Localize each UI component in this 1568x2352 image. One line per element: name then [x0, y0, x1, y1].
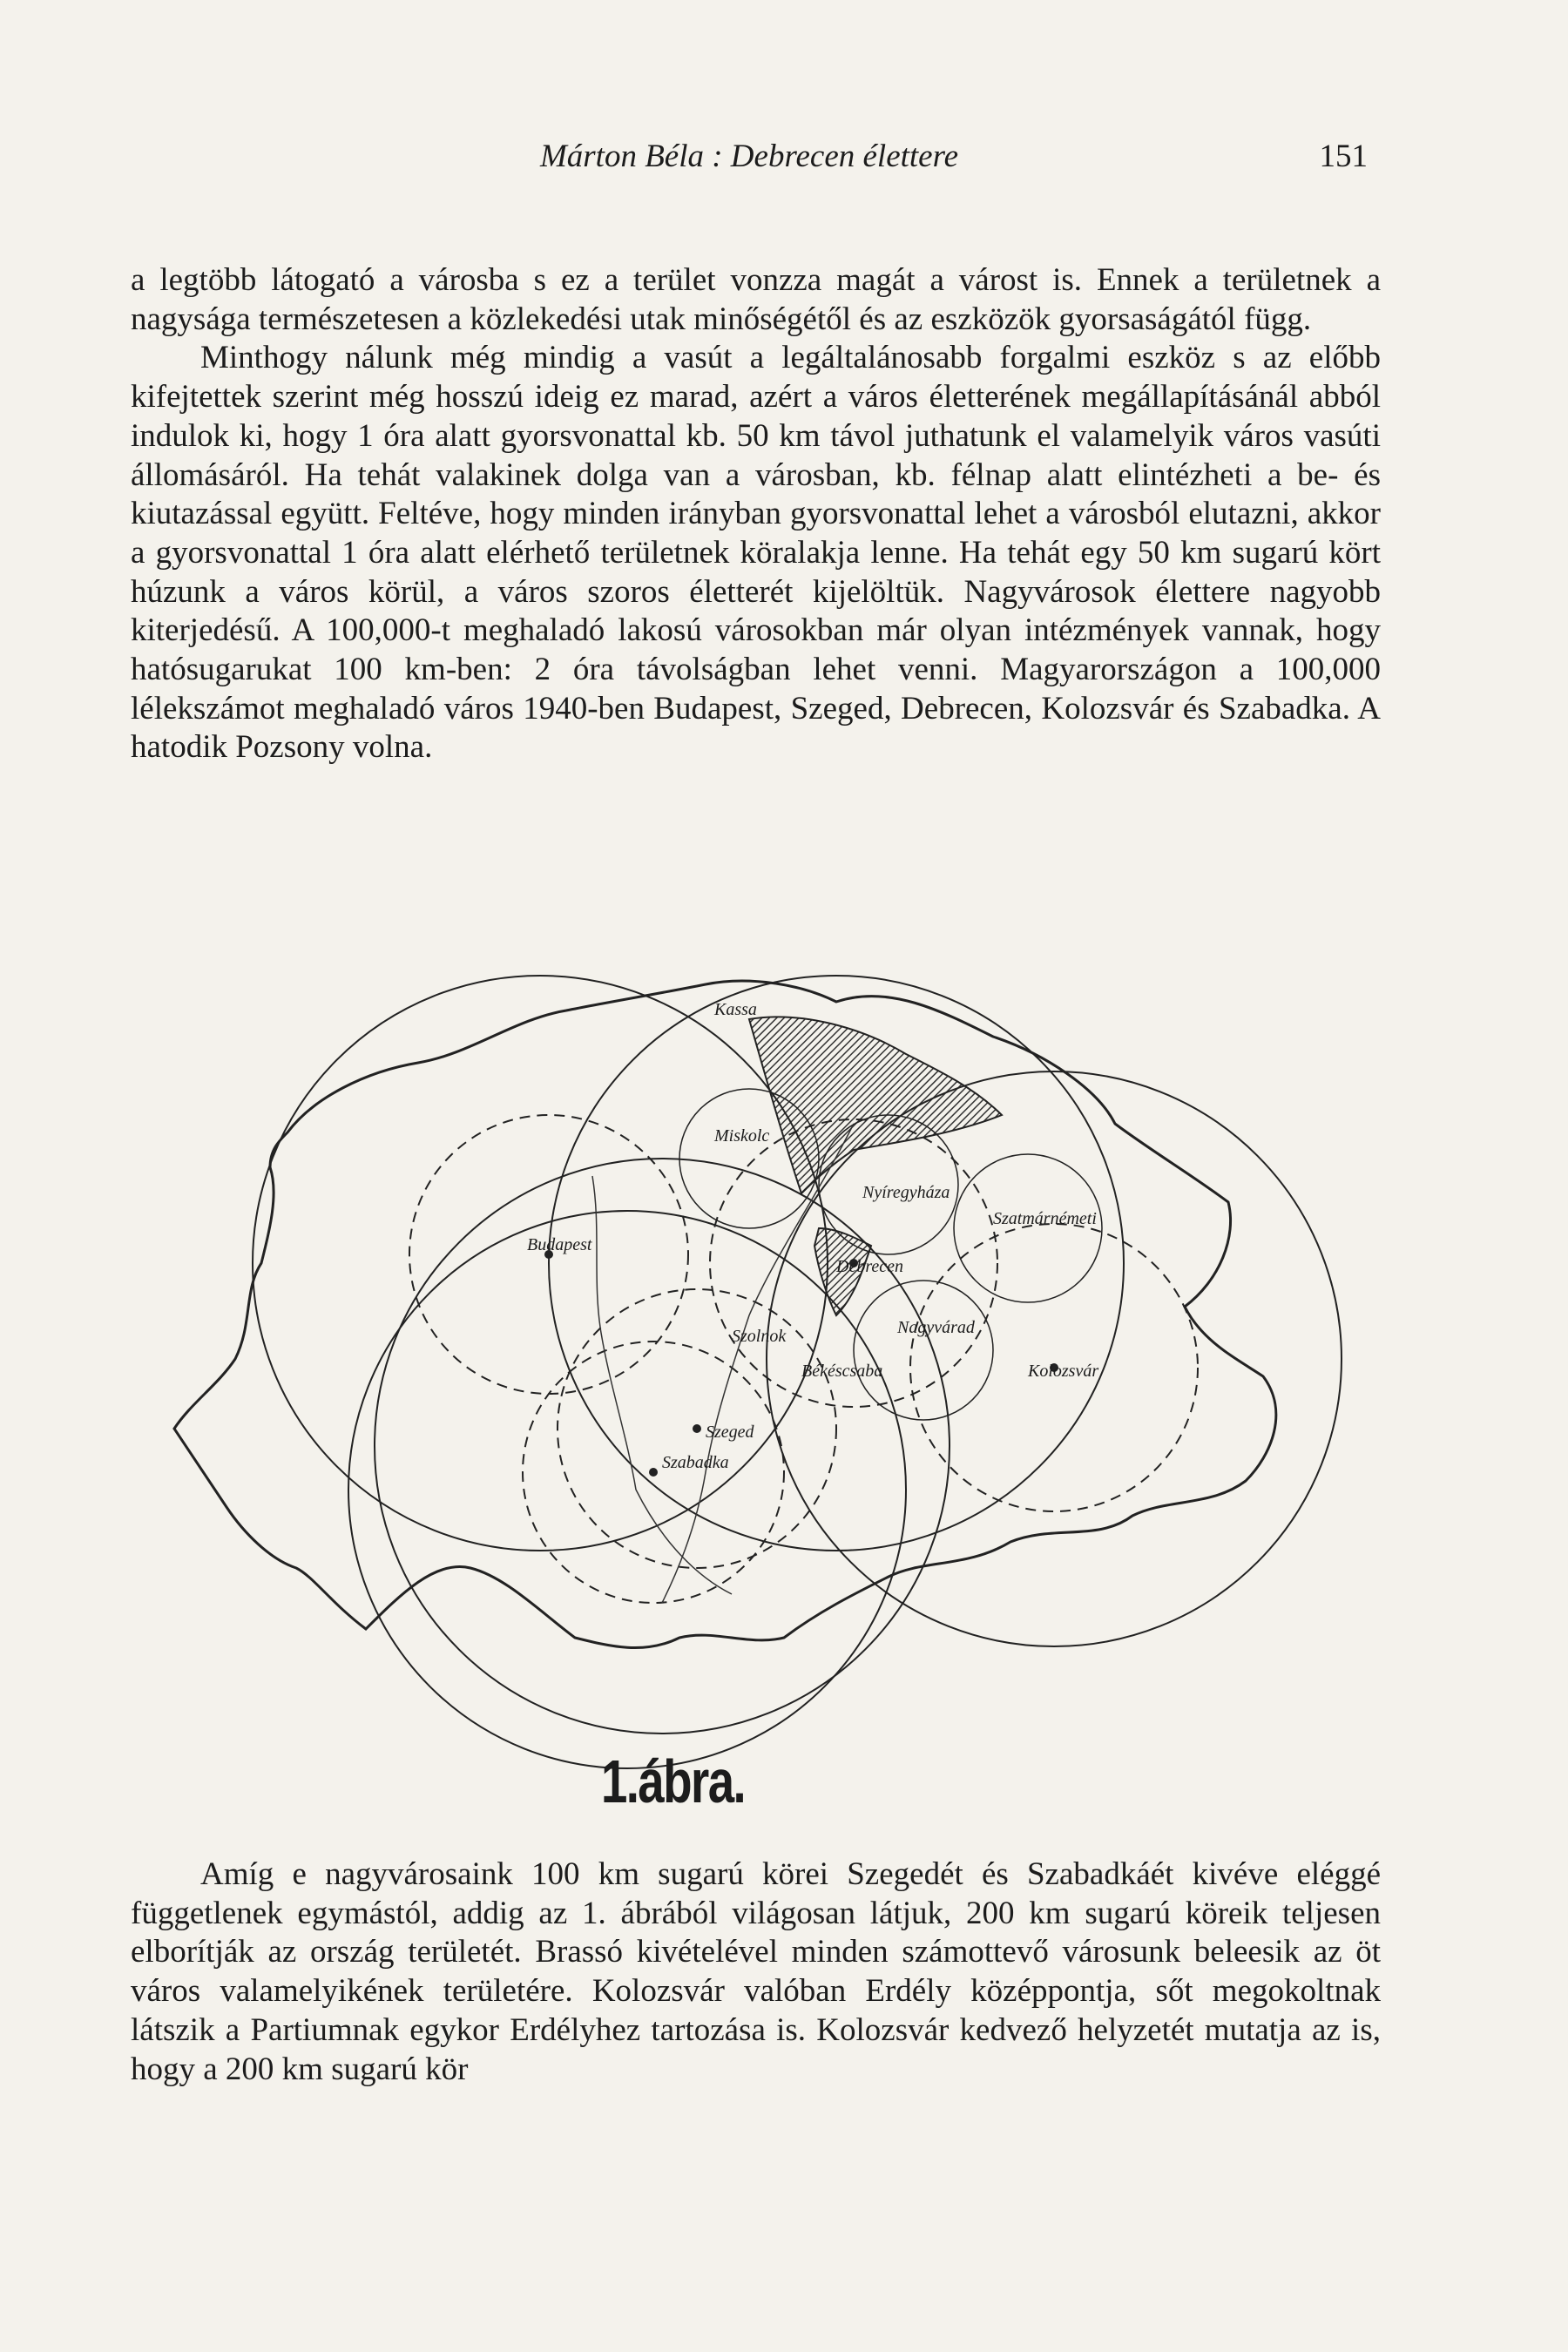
label-szabadka: Szabadka [662, 1453, 729, 1472]
label-kassa: Kassa [714, 1000, 757, 1019]
hatched-area-north [749, 1017, 1002, 1193]
label-kolozsvar: Kolozsvár [1028, 1362, 1099, 1381]
label-debrecen: Debrecen [836, 1257, 903, 1276]
figure-caption: 1.ábra. [601, 1747, 746, 1815]
label-szeged: Szeged [706, 1423, 754, 1442]
country-border [174, 981, 1276, 1647]
body-text-bottom [131, 1855, 1381, 2089]
circle-200km-budapest [253, 976, 828, 1551]
running-head: Márton Béla : Debrecen élettere [539, 139, 959, 174]
paragraph-1: a legtöbb látogató a városba s ez a terület vonzza magát a várost is. Ennek a területnek a nagysága természetesen a közlekedési utak minőségétől és az eszközök gyorsaságától függ. [131, 262, 1381, 337]
label-nyiregyhaza: Nyíregyháza [862, 1183, 950, 1202]
label-miskolc: Miskolc [714, 1126, 770, 1146]
page-number: 151 [1319, 139, 1368, 174]
paragraph-2: Minthogy nálunk még mindig a vasút a legáltalánosabb forgalmi eszköz s az előbb kifejtettek szerint még hosszú ideig ez marad, azért a város életterének megállapításánál abból indulok ki, hogy 1 óra alatt gyorsvonattal kb. 50 km távol juthatunk el valamelyik város vasúti állomásáról. Ha tehát valakinek dolga van a városban, kb. félnap alatt elintézheti a be- és kiutazással együtt. Feltéve, hogy minden irányban gyorsvonattal lehet a városból elutazni, akkor a gyorsvonattal 1 óra alatt elérhető területnek köralakja lenne. Ha tehát egy 50 km sugarú kört húzunk a város körül, a város szoros életterét kijelöltük. Nagyvárosok élettere nagyobb kiterjedésű. A 100,000-t meghaladó lakosú városokban már olyan intézmények vannak, hogy hatósugarukat 100 km-ben: 2 óra távolságban lehet venni. Magyarországon a 100,000 lélekszámot meghaladó város 1940-ben Budapest, Szeged, Debrecen, Kolozsvár és Szabadka. A hatodik Pozsony volna. [131, 340, 1381, 766]
label-szolnok: Szolnok [732, 1327, 787, 1346]
label-budapest: Budapest [527, 1235, 592, 1254]
paragraph-3: Amíg e nagyvárosaink 100 km sugarú körei Szegedét és Szabadkáét kivéve eléggé függetlenek egymástól, addig az 1. ábrából világosan látjuk, 200 km sugarú köreik teljesen elborítják az ország területét. Brassó kivételével minden számottevő városunk beleesik az öt város valamelyikének területére. Kolozsvár valóban Erdély középpontja, sőt megokoltnak látszik a Partiumnak egykor Erdélyhez tartozása is. Kolozsvár kedvező helyzetét mutatja az is, hogy a 200 km sugarú kör [131, 1856, 1381, 2087]
circle-200km-kolozsvar [767, 1071, 1342, 1646]
circle-50km-nagyvarad [854, 1281, 993, 1420]
body-text-top [131, 261, 1381, 767]
label-szatmar: Szatmárnémeti [993, 1209, 1097, 1228]
figure-map [139, 967, 1385, 1847]
dot-szabadka [649, 1468, 658, 1477]
river-danube [592, 1176, 732, 1594]
circle-50km-szatmar [954, 1154, 1102, 1302]
label-nagyvarad: Nagyvárad [897, 1318, 975, 1337]
label-bekescsaba: Békéscsaba [801, 1362, 883, 1381]
dot-szeged [693, 1424, 701, 1433]
hungary-radius-map [139, 967, 1385, 1847]
page-header [131, 131, 1368, 183]
